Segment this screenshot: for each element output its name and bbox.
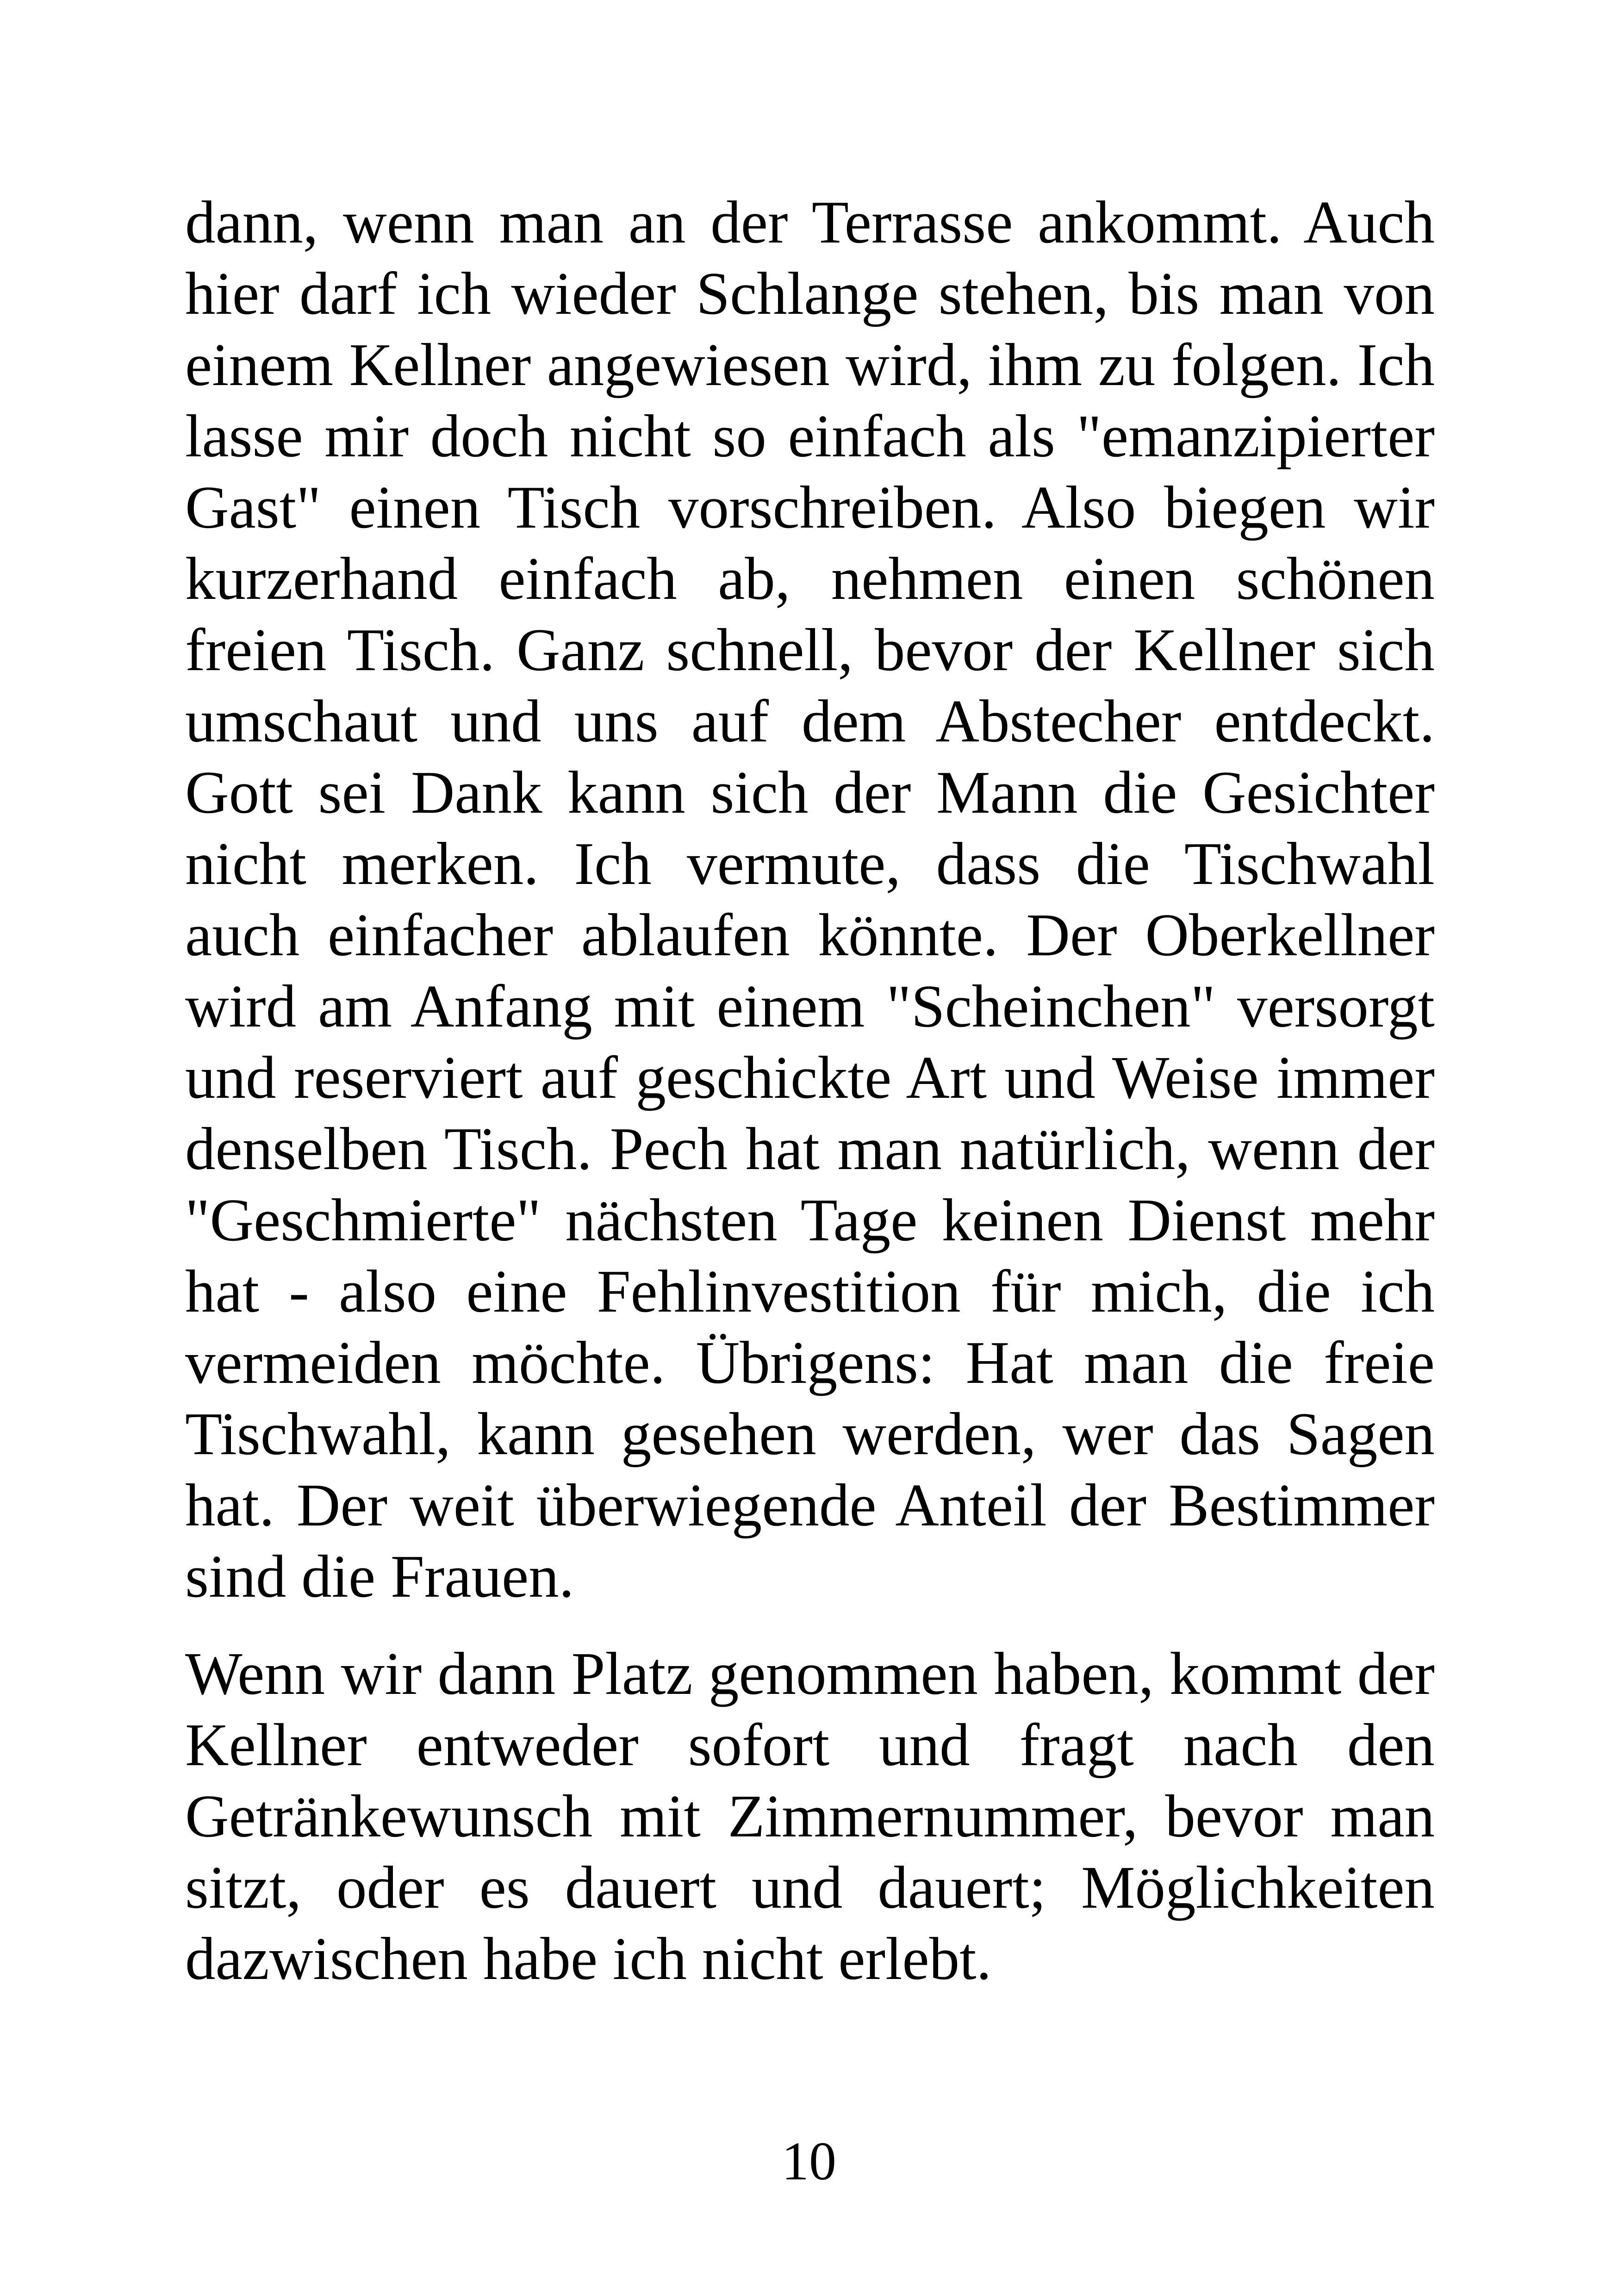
paragraph-line: freien Tisch. Ganz schnell, bevor der Kellner sich [185,616,1435,684]
paragraph-line: auch einfacher ablaufen könnte. Der Oberkellner [185,902,1435,969]
paragraph-line: dann, wenn man an der Terrasse ankommt. Auch [185,189,1435,256]
paragraph-line: sind die Frauen. [185,1543,574,1610]
paragraph-1 [185,187,1435,1612]
paragraph-line: Tischwahl, kann gesehen werden, wer das Sagen [185,1400,1435,1468]
paragraph-line: hat - also eine Fehlinvestition für mich, die ich [185,1258,1435,1325]
paragraph-line: wird am Anfang mit einem "Scheinchen" versorgt [185,973,1435,1040]
paragraph-line: Getränkewunsch mit Zimmernummer, bevor man [185,1783,1435,1850]
paragraph-line: sitzt, oder es dauert und dauert; Möglichkeiten [185,1854,1435,1921]
paragraph-line: Kellner entweder sofort und fragt nach den [185,1711,1435,1779]
paragraph-line: nicht merken. Ich vermute, dass die Tischwahl [185,830,1435,897]
paragraph-line: umschaut und uns auf dem Abstecher entdeckt. [185,688,1435,755]
paragraph-line: einem Kellner angewiesen wird, ihm zu folgen. Ich [185,331,1435,398]
paragraph-line: vermeiden möchte. Übrigens: Hat man die freie [185,1329,1435,1396]
paragraph-line: und reserviert auf geschickte Art und Weise immer [185,1044,1435,1111]
paragraph-line: hat. Der weit überwiegende Anteil der Bestimmer [185,1472,1435,1539]
paragraph-2 [185,1638,1435,1995]
paragraph-line: lasse mir doch nicht so einfach als "emanzipierter [185,403,1435,470]
paragraph-line: hier darf ich wieder Schlange stehen, bis man von [185,260,1435,327]
paragraph-line: kurzerhand einfach ab, nehmen einen schönen [185,545,1435,612]
paragraph-line: Gast" einen Tisch vorschreiben. Also biegen wir [185,474,1435,541]
paragraph-line: Wenn wir dann Platz genommen haben, kommt der [185,1640,1435,1707]
paragraph-line: denselben Tisch. Pech hat man natürlich, wenn der [185,1115,1435,1182]
page-number: 10 [782,2131,836,2191]
paragraph-line: dazwischen habe ich nicht erlebt. [185,1925,992,1992]
paragraph-line: "Geschmierte" nächsten Tage keinen Dienst mehr [185,1187,1435,1254]
paragraph-line: Gott sei Dank kann sich der Mann die Gesichter [185,759,1435,826]
